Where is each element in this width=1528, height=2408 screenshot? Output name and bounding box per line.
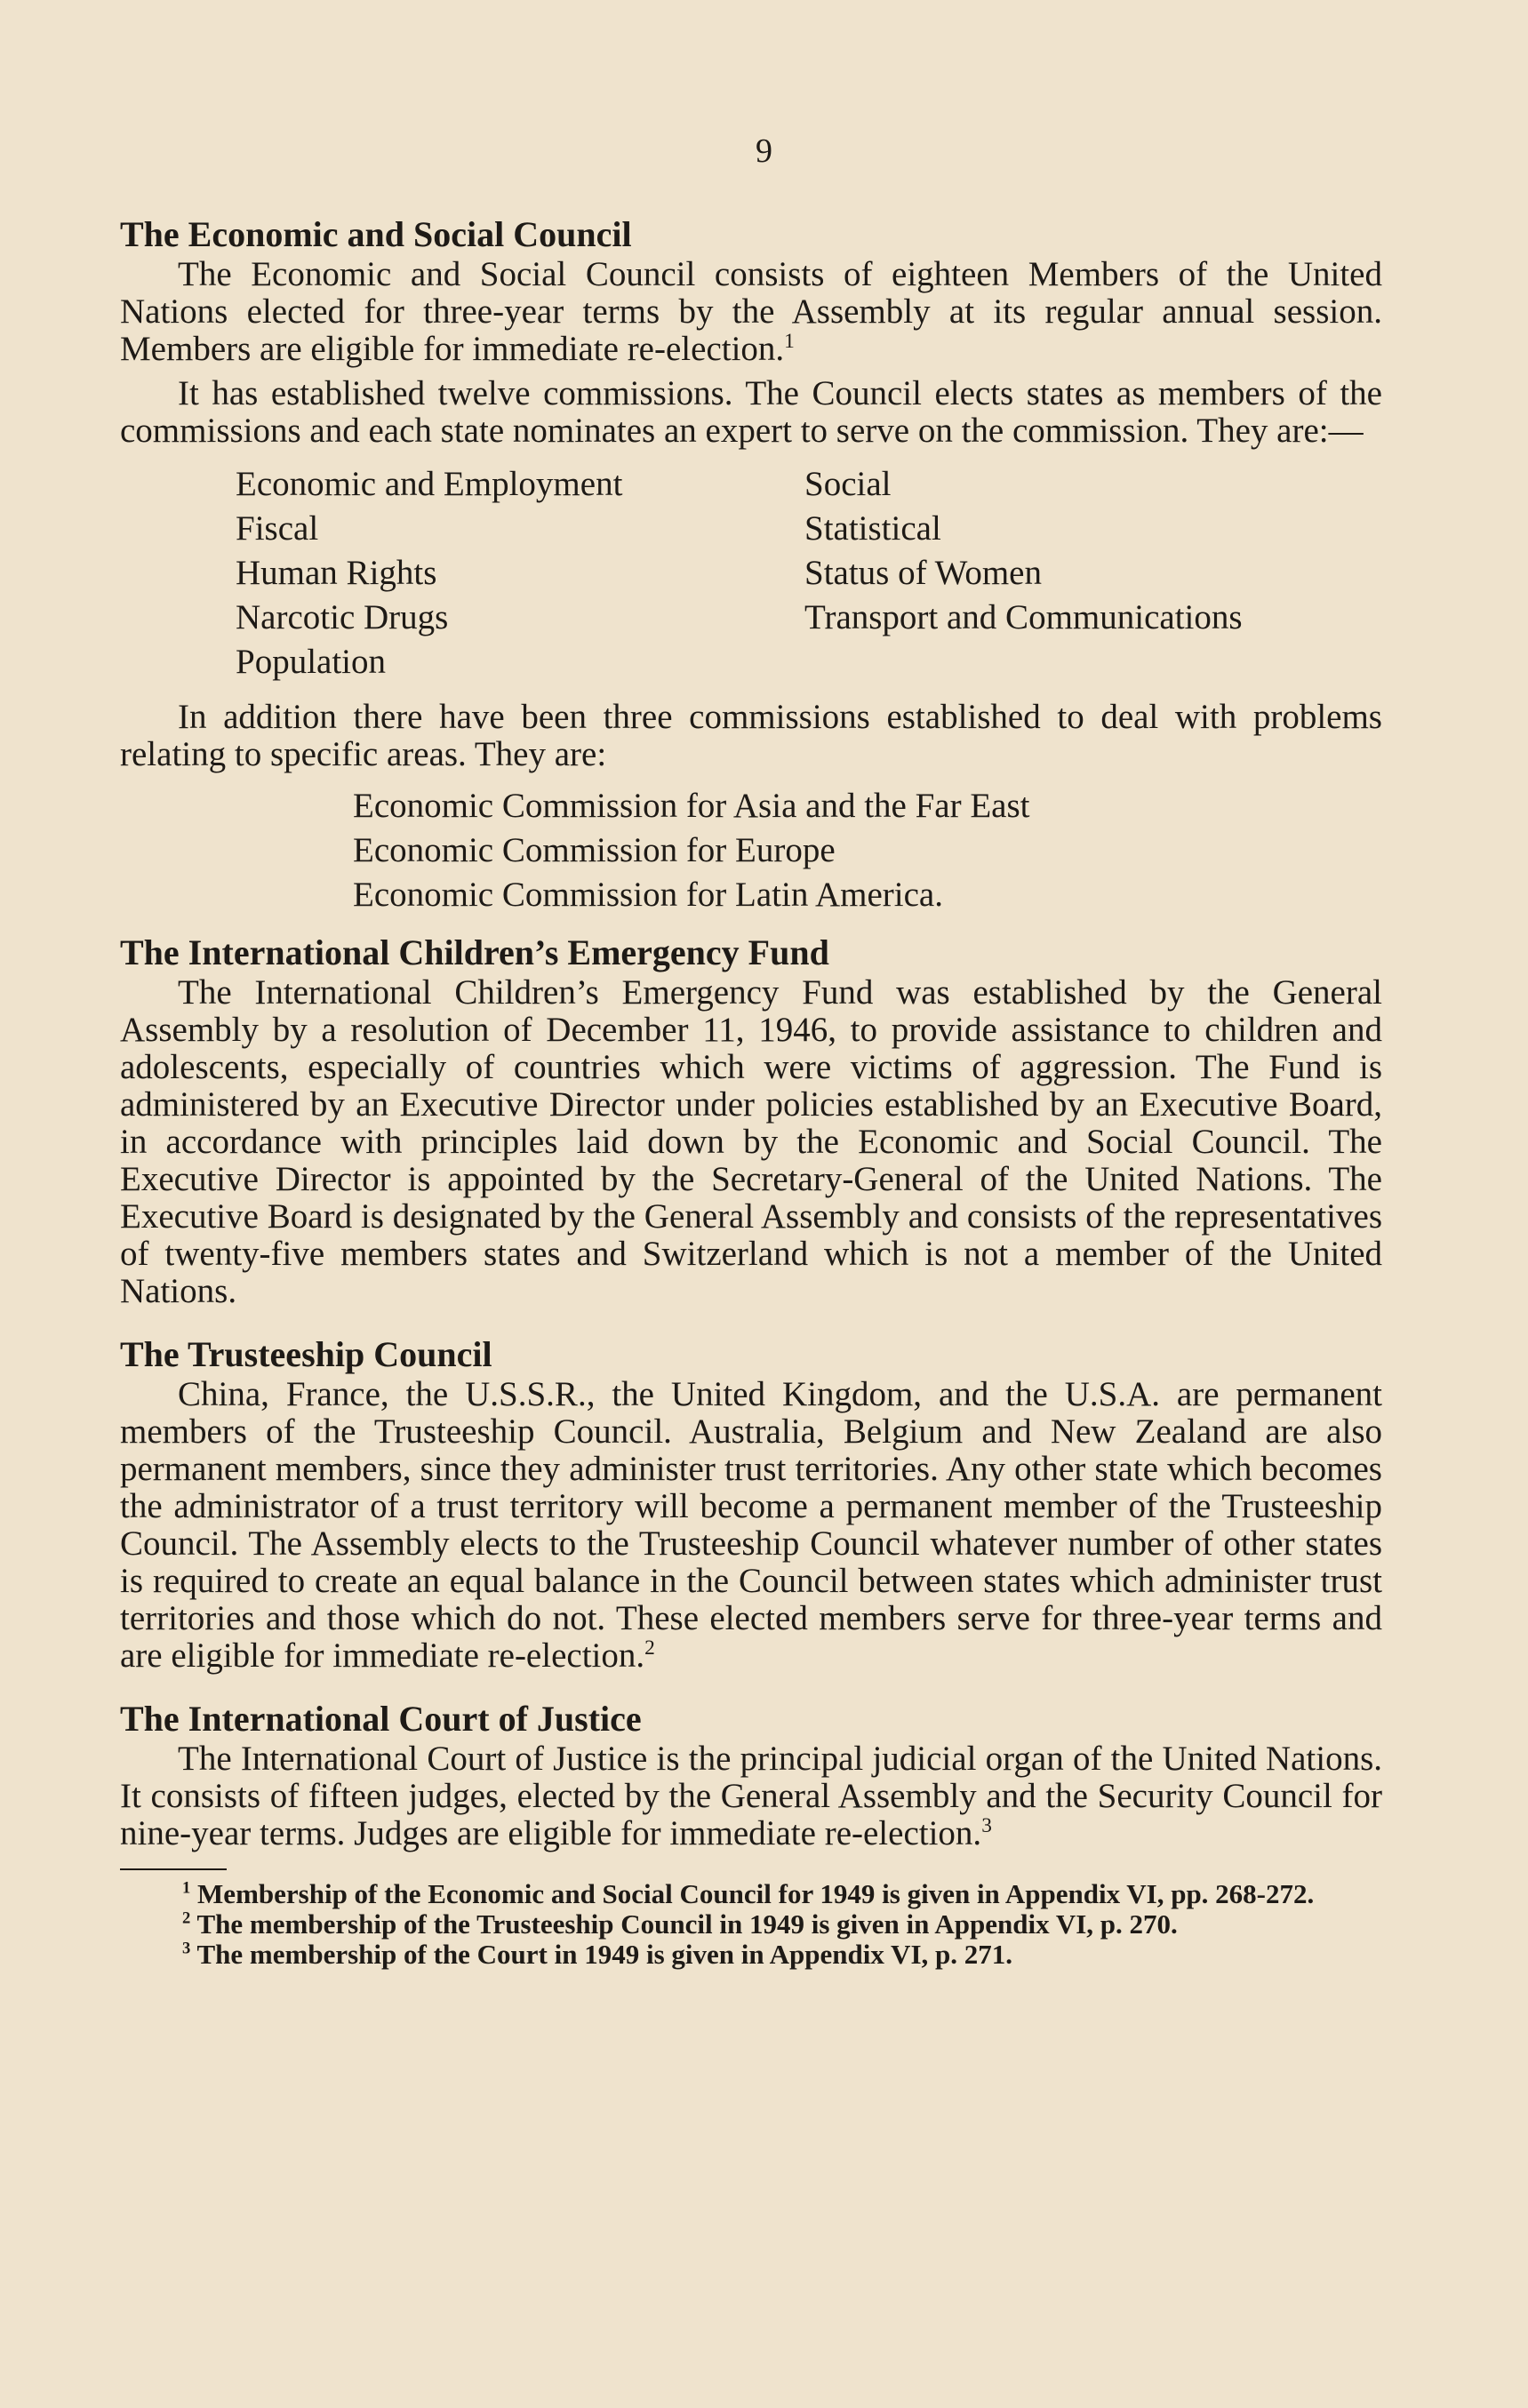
- list-item: Narcotic Drugs: [236, 598, 449, 636]
- list-item: Economic and Employment: [236, 465, 623, 503]
- list-item: Status of Women: [804, 554, 1042, 592]
- list-item: Fiscal: [236, 509, 319, 548]
- ecosoc-paragraph-1: The Economic and Social Council consists of eighteen Members of the United Nations elected for three-year terms by the Assembly at its regular annual session. Members are eligible for immediate re-election.$^1$: [120, 255, 1382, 368]
- list-item: Social: [804, 465, 892, 503]
- list-item: Human Rights: [236, 554, 437, 592]
- footnote-3: $^3$ The membership of the Court in 1949 is given in Appendix VI, p. 271.: [182, 1939, 1012, 1970]
- list-item: Economic Commission for Europe: [353, 831, 836, 869]
- footnote-rule: [120, 1868, 227, 1870]
- commission-list-right: [804, 462, 1427, 684]
- trusteeship-paragraph: China, France, the U.S.S.R., the United Kingdom, and the U.S.A. are permanent members of the Trusteeship Council. Australia, Belgium and New Zealand are also permanent members, since they administer trust territories. Any other state which becomes the administrator of a trust territory will become a permanent member of the Trusteeship Council. The Assembly elects to the Trusteeship Council whatever number of other states is required to create an equal balance in the Council between states which administer trust territories and those which do not. These elected members serve for three-year terms and are eligible for immediate re-election.$^2$: [120, 1375, 1382, 1675]
- footnote-2: $^2$ The membership of the Trusteeship Council in 1949 is given in Appendix VI, p. 270.: [182, 1908, 1178, 1940]
- footnotes: [120, 1879, 1382, 1970]
- commission-list: [236, 462, 1382, 684]
- regional-commission-list: [353, 784, 1382, 917]
- list-item: Statistical: [804, 509, 941, 548]
- list-item: Transport and Communications: [804, 598, 1243, 636]
- trusteeship-heading: The Trusteeship Council: [120, 1334, 492, 1374]
- unicef-paragraph: The International Children’s Emergency Fund was established by the General Assembly by a resolution of December 11, 1946, to provide assistance to children and adolescents, especially of countries which were victims of aggression. The Fund is administered by an Executive Director under policies established by an Executive Board, in accordance with principles laid down by the Economic and Social Council. The Executive Director is appointed by the Secretary-General of the United Nations. The Executive Board is designated by the General Assembly and consists of the representatives of twenty-five members states and Switzerland which is not a member of the United Nations.: [120, 973, 1382, 1310]
- court-heading: The International Court of Justice: [120, 1699, 642, 1739]
- ecosoc-heading: The Economic and Social Council: [120, 214, 632, 254]
- ecosoc-paragraph-3: In addition there have been three commissions established to deal with problems relating to specific areas. They are:: [120, 698, 1382, 773]
- list-item: Population: [236, 643, 387, 681]
- footnote-1: $^1$ Membership of the Economic and Social Council for 1949 is given in Appendix VI, pp. 268-272.: [182, 1878, 1315, 1909]
- unicef-heading: The International Children’s Emergency Fund: [120, 932, 829, 972]
- list-item: Economic Commission for Asia and the Far East: [353, 787, 1030, 825]
- list-item: Economic Commission for Latin America.: [353, 876, 943, 914]
- ecosoc-paragraph-2: It has established twelve commissions. The Council elects states as members of the commissions and each state nominates an expert to serve on the commission. They are:—: [120, 374, 1382, 450]
- court-paragraph: The International Court of Justice is the principal judicial organ of the United Nations. It consists of fifteen judges, elected by the General Assembly and the Security Council for nine-year terms. Judges are eligible for immediate re-election.$^3$: [120, 1740, 1382, 1852]
- page-number: 9: [756, 132, 772, 170]
- commission-list-left: [236, 462, 804, 684]
